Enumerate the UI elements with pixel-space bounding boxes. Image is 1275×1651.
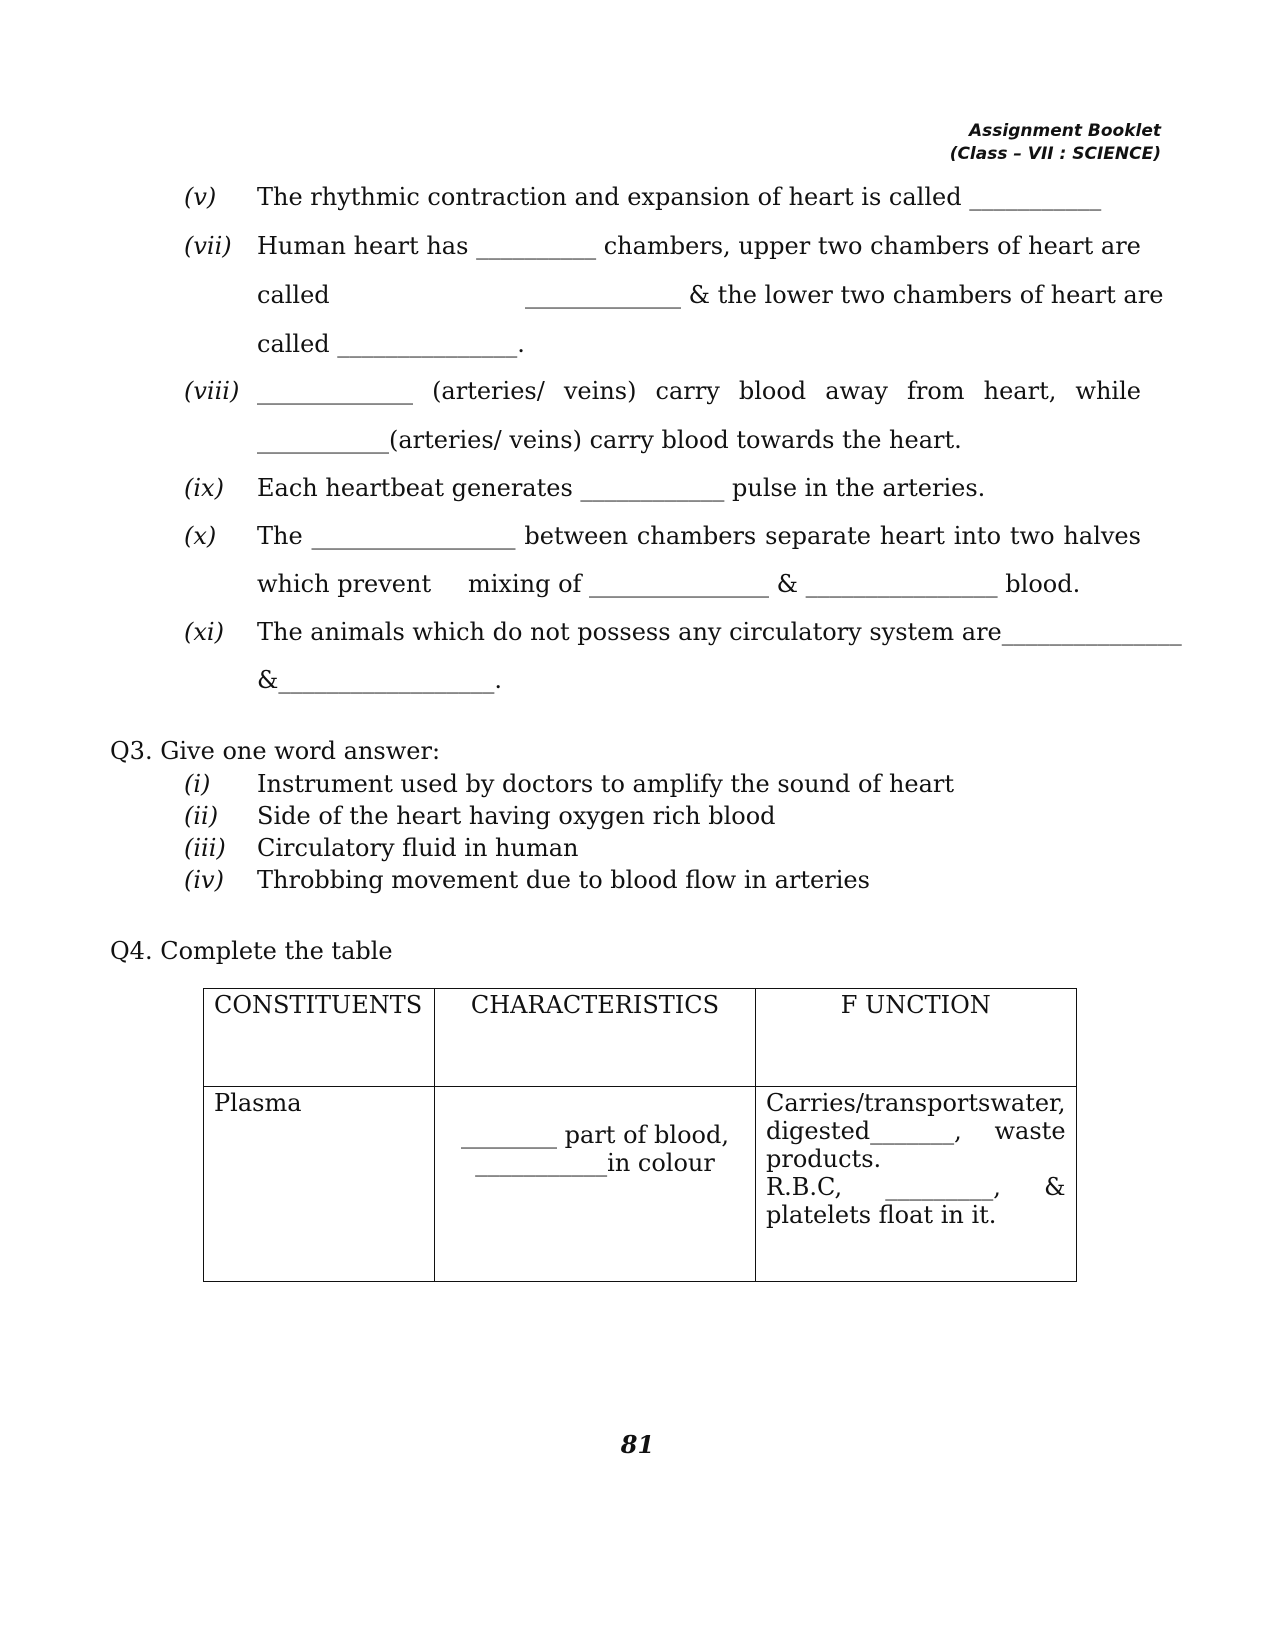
- cell-line: Carries/transports water,: [766, 1089, 1066, 1117]
- item-number: (vii): [184, 232, 232, 260]
- cell-line: R.B.C, _________, &: [766, 1173, 1066, 1201]
- page-header: [950, 120, 1161, 166]
- page-number: 81: [620, 1430, 655, 1459]
- item-number: (ix): [184, 474, 224, 502]
- constituents-table: [203, 988, 1077, 1282]
- q3-item-number: (ii): [184, 802, 219, 830]
- table-header-cell: F UNCTION: [756, 989, 1077, 1087]
- item-number: (v): [184, 183, 217, 211]
- item-text-line: called _______________.: [257, 330, 525, 358]
- cell-line: platelets float in it.: [766, 1201, 997, 1229]
- item-number: (viii): [184, 377, 240, 405]
- table-header-cell: CONSTITUENTS: [204, 989, 435, 1087]
- item-text: The rhythmic contraction and expansion of heart is called ___________: [257, 183, 1102, 211]
- q4-title: Q4. Complete the table: [110, 937, 393, 965]
- item-text-line: &__________________.: [257, 666, 502, 694]
- q3-item-text: Throbbing movement due to blood flow in arteries: [257, 866, 870, 894]
- q3-item-text: Instrument used by doctors to amplify the sound of heart: [257, 770, 955, 798]
- item-number: (xi): [184, 618, 224, 646]
- q3-item-number: (i): [184, 770, 211, 798]
- item-text-line: _____________ (arteries/ veins) carry blood away from heart, while: [257, 377, 1141, 405]
- q3-item-text: Circulatory fluid in human: [257, 834, 579, 862]
- table-row: [204, 1087, 1077, 1282]
- table-cell-function: [756, 1087, 1077, 1282]
- q3-item-number: (iv): [184, 866, 224, 894]
- table-cell-characteristics: [435, 1087, 756, 1282]
- item-text: Each heartbeat generates ____________ pulse in the arteries.: [257, 474, 986, 502]
- table-cell-constituent: Plasma: [204, 1087, 435, 1282]
- item-text-line: which prevent: [257, 570, 432, 598]
- item-number: (x): [184, 522, 217, 550]
- cell-line: ___________in colour: [475, 1149, 715, 1177]
- table-header-row: [204, 989, 1077, 1087]
- header-title: Assignment Booklet: [969, 121, 1161, 141]
- item-text-line: _____________ & the lower two chambers of heart are: [525, 281, 1164, 309]
- cell-line: products.: [766, 1145, 882, 1173]
- q3-item-text: Side of the heart having oxygen rich blood: [257, 802, 776, 830]
- item-text-line: The _________________ between chambers separate heart into two halves: [257, 522, 1141, 550]
- q3-title: Q3. Give one word answer:: [110, 737, 441, 765]
- table-header-cell: CHARACTERISTICS: [435, 989, 756, 1087]
- item-text-line: The animals which do not possess any circulatory system are_______________: [257, 618, 1182, 646]
- item-text-line: ___________(arteries/ veins) carry blood towards the heart.: [257, 426, 962, 454]
- item-text-line: Human heart has __________ chambers, upper two chambers of heart are: [257, 232, 1141, 260]
- item-text-line: mixing of _______________ & ________________ blood.: [468, 570, 1081, 598]
- item-text-line: called: [257, 281, 330, 309]
- cell-line: digested_______, waste: [766, 1117, 1066, 1145]
- q3-item-number: (iii): [184, 834, 226, 862]
- header-subtitle: (Class – VII : SCIENCE): [949, 144, 1161, 164]
- cell-line: ________ part of blood,: [461, 1121, 729, 1149]
